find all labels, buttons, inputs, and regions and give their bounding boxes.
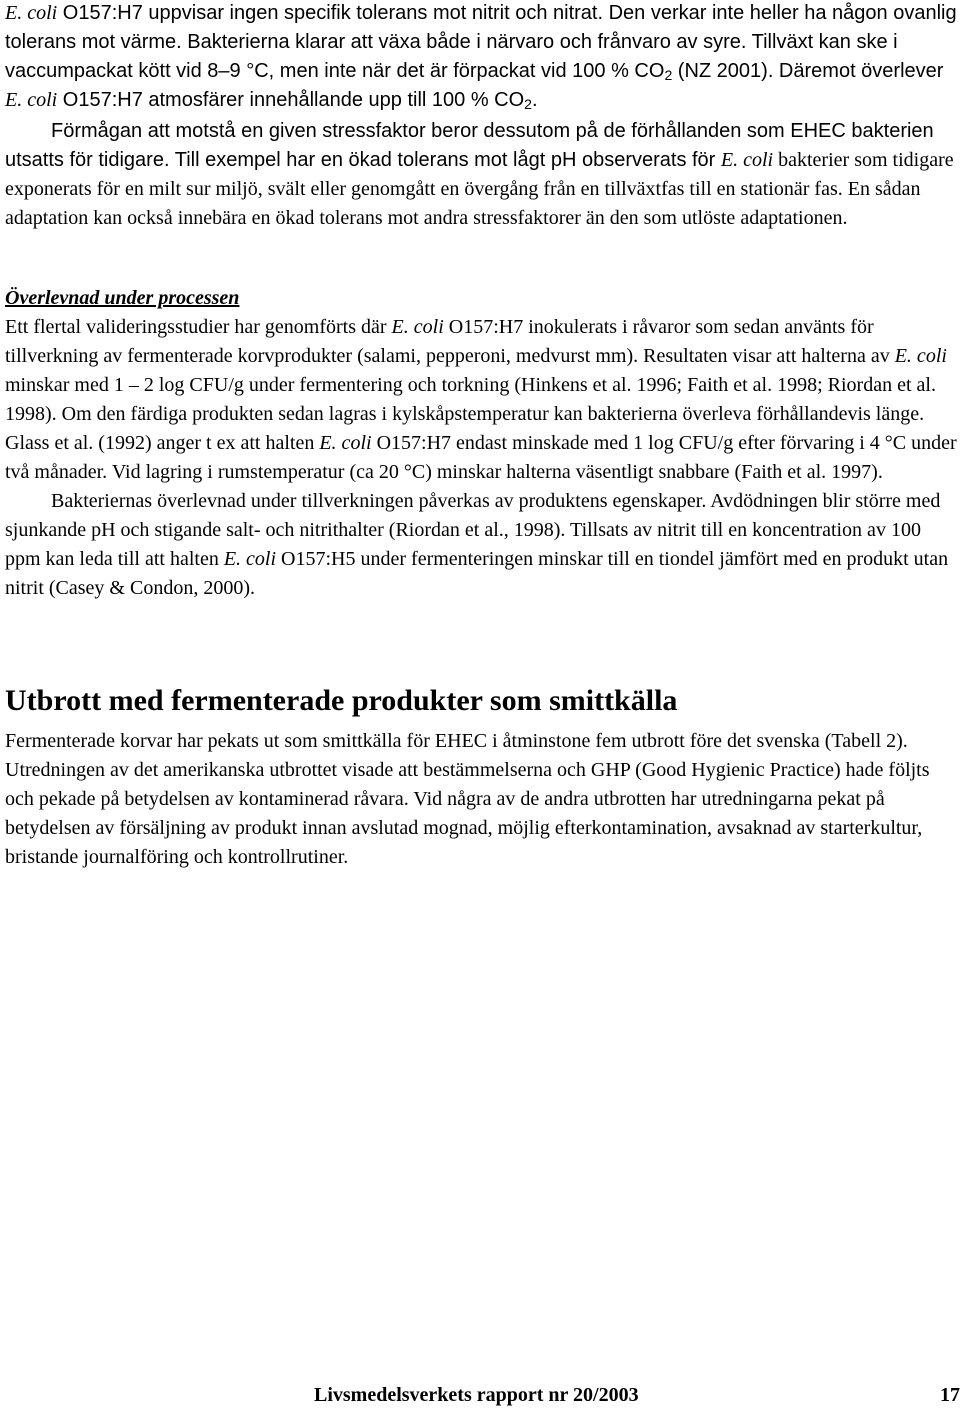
- species-name: E. coli: [894, 345, 947, 367]
- species-name: E. coli: [391, 316, 444, 338]
- paragraph-validation-studies: [5, 313, 957, 487]
- paragraph-text: bakterier som tidigare exponerats för en milt sur miljö, svält eller genomgått en övergång från en tillväxtfas till en stationär fas. En sådan adaptation kan också innebära en ökad tolerans mot andra stressfaktorer än den som utlöste adaptationen.: [5, 149, 954, 229]
- chapter-heading: Utbrott med fermenterade produkter som smittkälla: [5, 684, 678, 717]
- page-number: 17: [940, 1384, 960, 1406]
- report-title: Livsmedelsverkets rapport nr 20/2003: [314, 1384, 639, 1406]
- section-tolerance: [5, 0, 957, 233]
- species-name: E. coli: [223, 548, 277, 570]
- document-page: [5, 0, 957, 872]
- paragraph-stress-adaptation: [5, 117, 957, 233]
- paragraph-product-properties: [5, 487, 957, 603]
- section-heading: Överlevnad under processen: [5, 287, 240, 309]
- paragraph-text: Bakteriernas överlevnad under tillverkningen påverkas av produktens egenskaper. Avdödningen blir större med sjunkande pH och stigande salt- och nitrithalter (Riordan et al., 1998). Tillsats av nitrit till en koncentration av 100 ppm kan leda till att halten: [5, 490, 941, 570]
- paragraph-outbreaks: Fermenterade korvar har pekats ut som smittkälla för EHEC i åtminstone fem utbrott före det svenska (Tabell 2). Utredningen av det amerikanska utbrottet visade att bestämmelserna och GHP (Good Hygienic Practice) hade följts och pekade på betydelsen av kontaminerad råvara. Vid några av de andra utbrotten har utredningarna pekat på betydelsen av försäljning av produkt innan avslutad mognad, möjlig efterkontamination, avsaknad av starterkultur, bristande journalföring och kontrollrutiner.: [5, 730, 930, 868]
- species-name: E. coli: [5, 89, 58, 111]
- paragraph-text: O157:H7 inokulerats i råvaror som sedan använts för tillverkning av fermenterade korvprodukter (salami, pepperoni, medvurst mm). Resultaten visar att halterna av: [5, 316, 895, 367]
- species-name: E. coli: [5, 2, 58, 24]
- page-footer: [0, 1384, 960, 1410]
- paragraph-text: O157:H7 atmosfärer innehållande upp till 100 % CO: [57, 89, 525, 111]
- subscript: 2: [524, 96, 532, 112]
- paragraph-text: .: [531, 89, 538, 111]
- paragraph-text: O157:H7 uppvisar ingen specifik tolerans mot nitrit och nitrat. Den verkar inte heller ha någon ovanlig tolerans mot värme. Bakterierna klarar att växa både i närvaro och frånvaro av syre. Tillväxt kan ske i vaccumpackat kött vid 8–9 °C, men inte när det är förpackat vid 100 % CO: [5, 2, 957, 82]
- subscript: 2: [664, 67, 673, 83]
- species-name: E. coli: [720, 149, 774, 171]
- paragraph-text: minskar med 1 – 2 log CFU/g under fermentering och torkning (Hinkens et al. 1996; Faith et al. 1998; Riordan et al. 1998). Om den färdiga produkten sedan lagras i kylskåpstemperatur kan bakterierna överleva förhållandevis länge. Glass et al. (1992) anger t ex att halten: [5, 374, 936, 454]
- paragraph-text: Ett flertal valideringsstudier har genomförts där: [5, 316, 392, 338]
- paragraph-tolerance: [5, 0, 957, 115]
- paragraph-text: Förmågan att motstå en given stressfaktor beror dessutom på de förhållanden som EHEC bakterien utsatts för tidigare. Till exempel har en ökad tolerans mot lågt pH observerats för: [5, 120, 934, 171]
- section-survival: [5, 284, 957, 603]
- paragraph-text: O157:H5 under fermenteringen minskar till en tiondel jämfört med en produkt utan nitrit (Casey & Condon, 2000).: [5, 548, 949, 599]
- species-name: E. coli: [319, 432, 372, 454]
- paragraph-text: O157:H7 endast minskade med 1 log CFU/g efter förvaring i 4 °C under två månader. Vid lagring i rumstemperatur (ca 20 °C) minskar halterna väsentligt snabbare (Faith et al. 1997).: [5, 432, 957, 483]
- paragraph-text: (NZ 2001). Däremot överlever: [672, 60, 944, 82]
- section-outbreaks: [5, 683, 957, 872]
